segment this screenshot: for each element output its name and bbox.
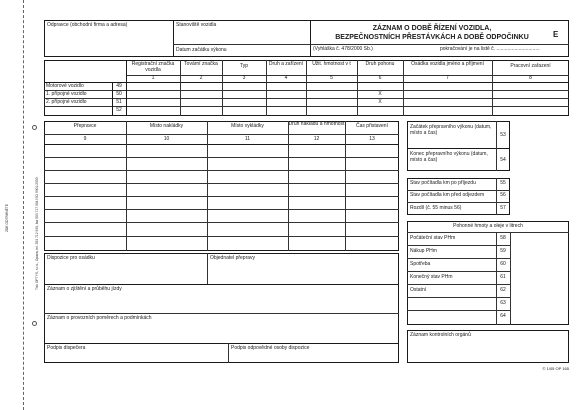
station-label: Stanoviště vozidla	[176, 22, 217, 28]
field-code: 62	[500, 287, 506, 293]
dispatcher-signature-label: Podpis dispečera	[47, 345, 86, 351]
field-code: 60	[500, 261, 506, 267]
col-number: 13	[369, 136, 375, 142]
col-arrival-time: Čas přistavení	[356, 123, 388, 129]
field-code: 56	[500, 192, 506, 198]
field-code: 59	[500, 248, 506, 254]
field-code: 58	[500, 235, 506, 241]
drive-mark: X	[378, 91, 382, 97]
col-number: 2	[199, 75, 203, 81]
fuel-consumption-label: Spotřeba	[410, 261, 431, 267]
form-title-line2: BEZPEČNOSTNÍCH PŘESTÁVKÁCH A DOBĚ ODPOČINKU	[335, 34, 529, 41]
col-type: Typ	[239, 63, 249, 69]
fuel-title: Pohonné hmoty a oleje v litrech	[453, 223, 523, 229]
order-label: Objednatel přepravy	[210, 255, 256, 261]
continuation-note: pokračování je na listě č. ...............................	[440, 46, 540, 52]
row-code: 52	[116, 107, 122, 113]
col-kind: Druh a zařízení	[268, 61, 304, 67]
col-number: 1	[151, 75, 155, 81]
col-number: 7	[446, 75, 449, 81]
form-code: © 1/05 OP 165	[542, 366, 569, 371]
field-code: 61	[500, 274, 506, 280]
col-number: 10	[163, 136, 170, 142]
row-code: 51	[116, 99, 122, 105]
field-code: 55	[500, 180, 506, 186]
drive-mark: X	[378, 99, 382, 105]
row-label: Motorové vozidlo	[46, 83, 84, 89]
trip-start-label: Začátek přepravního výkonu (datum, místo a čas)	[410, 124, 492, 136]
findings-label: Záznam o zjištění a průběhu jízdy	[47, 286, 122, 292]
punch-hole-top	[32, 125, 37, 130]
row-label: 2. přípojné vozidlo	[46, 99, 87, 105]
fuel-final-label: Konečný stav PHm	[410, 274, 453, 280]
decree-note: (Vyhláška č. 478/2000 Sb.)	[313, 46, 373, 52]
odometer-difference-label: Rozdíl (č. 55 minus 56)	[410, 205, 462, 211]
col-number: 9	[83, 136, 87, 142]
form-title-line1: ZÁZNAM O DOBĚ ŘÍZENÍ VOZIDLA,	[372, 25, 492, 32]
row-label: 1. přípojné vozidlo	[46, 91, 87, 97]
col-registration: Registrační značka vozidla	[131, 61, 175, 73]
row-code: 50	[116, 91, 122, 97]
col-drive: Druh pohonu	[365, 61, 395, 67]
col-number: 11	[244, 136, 251, 142]
col-number: 12	[313, 136, 320, 142]
col-number: 4	[284, 75, 288, 81]
tear-label: ZDE ODTRHNĚTE	[5, 203, 9, 232]
start-date-label: Datum začátku výkonu	[176, 47, 227, 53]
notes-block	[44, 253, 399, 363]
col-unloading: Místo vykládky	[231, 123, 264, 129]
fuel-initial-label: Počáteční stav PHm	[410, 235, 456, 241]
field-code: 53	[500, 132, 506, 138]
fuel-other-label: Ostatní	[410, 287, 427, 293]
col-carrier: Přepravce	[73, 123, 97, 129]
field-code: 57	[500, 205, 506, 211]
field-code: 54	[500, 157, 506, 163]
field-code: 64	[500, 313, 506, 319]
sender-label: Odpravce (obchodní firma a adresa)	[47, 22, 128, 28]
col-role: Pracovní zařazení	[510, 63, 551, 69]
col-number: 6	[378, 75, 382, 81]
col-cargo: Druh nákladu a hmotnost	[288, 121, 345, 127]
col-number: 5	[330, 75, 333, 81]
col-loading: Místo nakládky	[149, 123, 184, 129]
col-number: 3	[242, 75, 246, 81]
form-letter: E	[553, 30, 559, 39]
conditions-label: Záznam o provozních poměrech a podmínkách	[47, 315, 152, 321]
print-note: Tisk OPTYS, s.r.o., Opava, tel. 553 712 930, fax 553 717 054 ISO 9001:2000	[35, 177, 39, 290]
driver-signature-label: Podpis odpovědné osoby dispozice	[231, 345, 310, 351]
row-code: 49	[116, 83, 122, 89]
col-brand: Tovární značka	[184, 61, 218, 67]
col-number: 8	[529, 75, 532, 81]
odometer-departure-label: Stav počítadla km před odjezdem	[410, 192, 485, 198]
col-payload: Užit. hmotnost v t	[312, 61, 351, 67]
tear-line	[23, 0, 24, 410]
dispatch-label: Dispozice pro osádku	[47, 255, 95, 261]
col-crew: Osádka vozidla jméno a příjmení	[411, 61, 484, 67]
control-label: Záznam kontrolních orgánů	[410, 332, 471, 338]
punch-hole-bottom	[32, 321, 37, 326]
fuel-purchase-label: Nákup PHm	[410, 248, 437, 254]
field-code: 63	[500, 300, 506, 306]
odometer-arrival-label: Stav počítadla km po příjezdu	[410, 180, 476, 186]
trip-end-label: Konec přepravního výkonu (datum, místo a čas)	[410, 151, 488, 163]
